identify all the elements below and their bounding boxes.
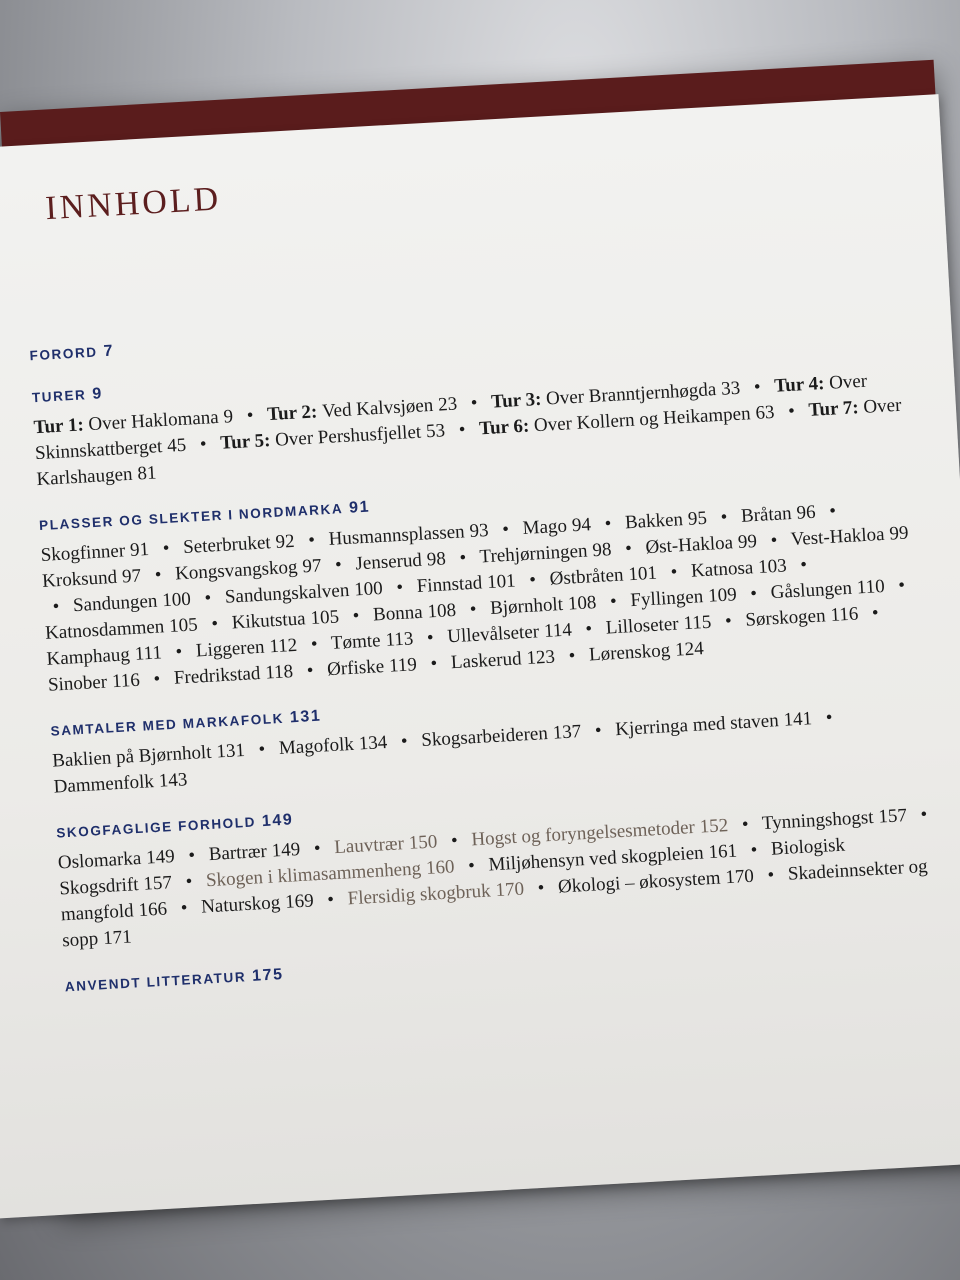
entry-title: Ullevålseter	[446, 621, 540, 648]
bullet-separator: •	[501, 518, 510, 541]
entry-page-number: 141	[783, 708, 813, 731]
page-title: INNHOLD	[44, 180, 223, 228]
entry-title: Seterbruket	[182, 532, 272, 559]
entry-prefix: Tur 3:	[490, 388, 547, 413]
entry-page-number: 108	[567, 592, 597, 615]
entry-title: Sinober	[47, 671, 108, 696]
bullet-separator: •	[450, 830, 459, 852]
entry-title: Trehjørningen	[479, 540, 589, 568]
bullet-separator: •	[203, 587, 212, 609]
entry-page-number: 98	[591, 539, 613, 562]
section-page-number: 7	[103, 342, 115, 361]
entry-page-number: 157	[877, 805, 908, 828]
entry-prefix: Tur 1:	[33, 414, 90, 439]
book-page	[0, 94, 960, 1218]
entry-title: Fredrikstad	[173, 662, 261, 689]
entry-title: Bjørnholt	[489, 593, 564, 619]
entry-page-number: 99	[737, 531, 758, 554]
section-page-number: 175	[251, 966, 285, 985]
entry-page-number: 92	[275, 530, 296, 553]
entry-prefix: Tur 2:	[266, 401, 323, 426]
toc-entry	[57, 846, 175, 873]
entry-title: Ved Kalvsjøen	[321, 394, 434, 423]
bullet-separator: •	[458, 547, 467, 569]
entry-title: Over Kollern og Heikampen	[533, 403, 752, 437]
entry-page-number: 170	[724, 865, 755, 889]
bullet-separator: •	[825, 707, 834, 729]
toc-entry	[347, 879, 524, 910]
bullet-separator: •	[180, 897, 189, 919]
toc-entry	[330, 628, 413, 654]
entry-page-number: 105	[309, 606, 340, 630]
bullet-separator: •	[313, 837, 322, 860]
entry-prefix: Tur 4:	[773, 372, 830, 397]
toc-entry	[231, 606, 339, 633]
toc-entry	[40, 539, 149, 566]
entry-page-number: 105	[168, 614, 199, 637]
entry-page-number: 113	[384, 628, 414, 651]
toc-entry	[42, 565, 142, 591]
entry-page-number: 98	[426, 548, 447, 571]
entry-title: Lilloseter	[605, 613, 680, 639]
entry-prefix: Tur 5:	[219, 429, 276, 454]
entry-page-number: 103	[757, 555, 788, 578]
entry-title: Vest-Hakloa	[790, 523, 886, 551]
entry-title: Tynningshogst	[761, 806, 875, 835]
bullet-separator: •	[724, 610, 733, 632]
bullet-separator: •	[310, 633, 319, 656]
entry-title: Gåslungen	[770, 577, 853, 604]
entry-title: Oslomarka	[57, 847, 142, 874]
entry-page-number: 95	[687, 507, 708, 530]
toc	[20, 142, 945, 1020]
bullet-separator: •	[741, 813, 750, 836]
entry-title: Laskerud	[450, 648, 523, 674]
toc-entry	[630, 584, 737, 611]
bullet-separator: •	[871, 602, 880, 624]
section-page-number: 91	[348, 498, 371, 517]
bullet-separator: •	[258, 738, 266, 761]
entry-page-number: 108	[427, 599, 457, 623]
bullet-separator: •	[770, 529, 778, 552]
entry-title: Kongsvangskog	[174, 556, 298, 585]
bullet-separator: •	[175, 641, 183, 663]
entry-prefix: Tur 6:	[478, 415, 535, 440]
entry-page-number: 169	[284, 890, 315, 913]
entry-title: Skadeinnsekter og sopp	[61, 856, 929, 952]
entry-title: Sandungskalven	[224, 579, 350, 608]
toc-entry	[46, 642, 162, 669]
toc-section	[56, 775, 942, 954]
entry-page-number: 94	[571, 514, 592, 537]
entry-title: Ørfiske	[326, 656, 385, 681]
bullet-separator: •	[429, 653, 438, 675]
entry-page-number: 166	[138, 898, 168, 922]
toc-entry	[605, 612, 712, 639]
bullet-separator: •	[528, 569, 537, 591]
bullet-separator: •	[609, 590, 618, 613]
section-page-number: 149	[261, 811, 294, 831]
entry-title: Sandungen	[72, 590, 158, 617]
toc-entry	[183, 531, 296, 558]
entry-title: Bonna	[372, 601, 424, 626]
bullet-separator: •	[897, 574, 906, 597]
bullet-separator: •	[326, 889, 335, 911]
entry-title: Finnstad	[416, 572, 483, 598]
bullet-separator: •	[720, 506, 728, 528]
entry-page-number: 170	[494, 878, 525, 902]
section-page-number: 9	[91, 385, 104, 403]
toc-entry	[479, 539, 612, 567]
entry-title: Øst-Hakloa	[644, 532, 734, 559]
toc-entry	[490, 592, 597, 619]
toc-entry	[53, 769, 188, 797]
bullet-separator: •	[828, 500, 837, 522]
bullet-separator: •	[753, 376, 762, 398]
entry-title: Katnosdammen	[44, 616, 165, 644]
toc-entry	[278, 732, 387, 759]
entry-page-number: 131	[215, 739, 246, 763]
toc-entry	[588, 638, 704, 665]
section-heading-text: SAMTALER MED MARKAFOLK	[50, 710, 285, 739]
entry-page-number: 137	[552, 721, 582, 744]
entry-page-number: 97	[121, 565, 142, 588]
entry-page-number: 63	[754, 401, 776, 424]
bullet-separator: •	[154, 564, 163, 586]
toc-entry	[45, 614, 199, 643]
bullet-separator: •	[185, 871, 193, 893]
toc-entry	[173, 661, 293, 689]
bullet-separator: •	[750, 839, 758, 861]
bullet-separator: •	[624, 538, 633, 560]
bullet-separator: •	[306, 659, 315, 682]
section-page-number: 131	[289, 707, 322, 727]
entry-title: Over Karlshaugen	[35, 394, 902, 491]
entry-page-number: 114	[543, 619, 573, 643]
entry-title: Kjerringa med staven	[614, 710, 780, 741]
bullet-separator: •	[670, 561, 678, 583]
entry-page-number: 23	[437, 393, 458, 416]
bullet-separator: •	[400, 730, 409, 753]
toc-entry	[790, 523, 909, 551]
toc-entry	[327, 654, 418, 680]
entry-page-number: 110	[856, 575, 886, 599]
entry-title: Skogsarbeideren	[420, 722, 549, 752]
entry-page-number: 143	[158, 769, 188, 792]
entry-page-number: 111	[134, 642, 163, 665]
entry-page-number: 161	[707, 840, 738, 864]
toc-entry	[195, 635, 297, 662]
toc-entry	[355, 548, 447, 574]
entry-page-number: 96	[796, 501, 817, 524]
toc-entry	[421, 721, 582, 751]
bullet-separator: •	[426, 627, 435, 649]
entry-title: Over Skinnskattberget	[34, 370, 868, 465]
toc-entry	[208, 839, 301, 865]
entry-page-number: 101	[627, 562, 658, 586]
entry-page-number: 124	[674, 638, 705, 661]
entry-page-number: 93	[469, 519, 490, 543]
bullet-separator: •	[787, 400, 796, 423]
entry-page-number: 149	[271, 839, 301, 862]
bullet-separator: •	[395, 576, 404, 599]
bullet-separator: •	[352, 605, 360, 627]
entry-title: Lauvtrær	[333, 833, 405, 859]
entry-title: Kikutstua	[231, 608, 307, 634]
toc-sections	[29, 298, 944, 996]
entry-page-number: 149	[145, 846, 176, 869]
section-heading-text: FORORD	[29, 344, 99, 364]
entry-title: Lørenskog	[588, 640, 671, 666]
toc-entry	[770, 576, 885, 603]
bullet-separator: •	[537, 877, 545, 899]
toc-entry	[615, 708, 813, 740]
section-heading-text: ANVENDT LITTERATUR	[64, 969, 247, 995]
toc-entry	[522, 514, 591, 539]
entry-page-number: 115	[682, 611, 712, 635]
entry-title: Tømte	[330, 630, 382, 654]
entry-page-number: 171	[102, 926, 133, 950]
toc-entry	[450, 646, 555, 673]
toc-entry	[558, 866, 755, 898]
bullet-separator: •	[766, 864, 775, 886]
entry-title: Fyllingen	[629, 586, 704, 612]
entry-title: Liggeren	[195, 636, 266, 662]
entry-page-number: 81	[136, 462, 157, 485]
entry-title: Dammenfolk	[53, 771, 155, 798]
toc-entry	[201, 890, 315, 917]
bullet-separator: •	[199, 433, 208, 455]
toc-entry	[334, 831, 438, 858]
toc-entry	[52, 740, 246, 772]
entry-page-number: 157	[142, 872, 173, 895]
toc-entry	[373, 600, 457, 626]
bullet-separator: •	[152, 668, 161, 690]
entry-title: Husmannsplassen	[328, 521, 466, 550]
entry-page-number: 53	[425, 420, 446, 443]
entry-page-number: 112	[268, 634, 298, 658]
toc-section	[50, 674, 933, 801]
entry-page-number: 123	[525, 646, 556, 670]
entry-page-number: 100	[161, 588, 192, 612]
entry-page-number: 91	[129, 538, 150, 561]
entry-title: Kamphaug	[46, 644, 131, 670]
entry-title: Økologi – økosystem	[557, 867, 721, 898]
bullet-separator: •	[52, 596, 60, 618]
bullet-separator: •	[210, 613, 219, 635]
entry-title: Sørskogen	[744, 605, 827, 631]
toc-entry	[690, 555, 787, 581]
toc-entry	[47, 670, 140, 696]
entry-page-number: 109	[707, 584, 738, 607]
entry-page-number: 99	[888, 522, 910, 545]
entry-title: Naturskog	[200, 892, 281, 918]
entry-page-number: 118	[264, 661, 294, 684]
bullet-separator: •	[799, 554, 808, 576]
entry-page-number: 119	[388, 654, 418, 677]
entry-title: Baklien på Bjørnholt	[51, 741, 213, 772]
bullet-separator: •	[246, 404, 255, 427]
bullet-separator: •	[584, 618, 593, 640]
entry-title: Kroksund	[41, 566, 118, 592]
toc-entry	[549, 563, 657, 590]
entry-page-number: 134	[358, 731, 388, 755]
entry-page-number: 152	[699, 815, 729, 838]
bullet-separator: •	[162, 537, 171, 560]
entry-title: Biologisk mangfold	[60, 834, 846, 926]
bullet-separator: •	[307, 529, 316, 552]
entry-title: Skogsdrift	[58, 874, 140, 900]
entry-page-number: 150	[408, 831, 438, 854]
entry-page-number: 9	[222, 406, 234, 428]
toc-entry	[72, 589, 191, 617]
section-heading-text: TURER	[31, 387, 87, 406]
entry-title: Hogst og foryngelsesmetoder	[470, 816, 696, 851]
toc-section	[31, 340, 915, 493]
bullet-separator: •	[470, 392, 479, 414]
entry-title: Skogen i klimasammenheng	[205, 858, 422, 892]
entry-title: Over Pershusfjellet	[274, 421, 422, 451]
entry-page-number: 101	[486, 570, 517, 594]
toc-entry	[328, 520, 489, 550]
entry-page-number: 33	[720, 377, 741, 400]
section-heading-text: PLASSER OG SLEKTER I NORDMARKA	[38, 501, 344, 534]
toc-entry	[175, 555, 322, 584]
bullet-separator: •	[594, 719, 603, 742]
bullet-separator: •	[187, 844, 196, 867]
entry-title: Flersidig skogbruk	[347, 880, 492, 910]
entry-page-number: 160	[425, 856, 456, 879]
toc-entry	[645, 531, 758, 558]
bullet-separator: •	[467, 855, 476, 877]
entry-title: Østbråten	[549, 564, 625, 590]
toc-entry	[59, 872, 173, 899]
bullet-separator: •	[469, 598, 478, 621]
entry-title: Mago	[522, 515, 568, 540]
entry-title: Over Branntjernhøgda	[545, 379, 717, 410]
entry-prefix: Tur 7:	[807, 396, 865, 421]
bullet-separator: •	[749, 583, 758, 605]
toc-entry	[224, 578, 383, 608]
entry-page-number: 100	[353, 577, 384, 601]
bullet-separator: •	[604, 513, 612, 535]
entry-title: Bartrær	[208, 840, 268, 866]
bullet-separator: •	[458, 419, 467, 441]
toc-entry	[740, 502, 816, 527]
entry-title: Miljøhensyn ved skogpleien	[487, 842, 705, 876]
toc-entry	[624, 508, 707, 534]
section-heading-text: SKOGFAGLIGE FORHOLD	[55, 814, 257, 841]
bullet-separator: •	[568, 645, 576, 667]
toc-entry	[416, 571, 516, 597]
entry-page-number: 97	[301, 555, 322, 578]
entry-title: Over Haklomana	[87, 406, 220, 436]
bullet-separator: •	[920, 803, 928, 826]
toc-section	[39, 468, 928, 699]
entry-title: Bakken	[624, 509, 684, 534]
entry-title: Katnosa	[690, 557, 754, 582]
entry-title: Magofolk	[278, 733, 355, 759]
entry-title: Jenserud	[354, 549, 423, 575]
entry-title: Bråtan	[740, 503, 793, 527]
toc-entry	[447, 619, 573, 647]
toc-entry	[761, 805, 907, 834]
entry-title: Skogfinner	[40, 540, 126, 566]
toc-entry	[745, 603, 859, 630]
entry-page-number: 116	[111, 669, 141, 693]
bullet-separator: •	[334, 554, 343, 576]
entry-page-number: 45	[166, 434, 187, 457]
entry-page-number: 116	[829, 603, 859, 626]
